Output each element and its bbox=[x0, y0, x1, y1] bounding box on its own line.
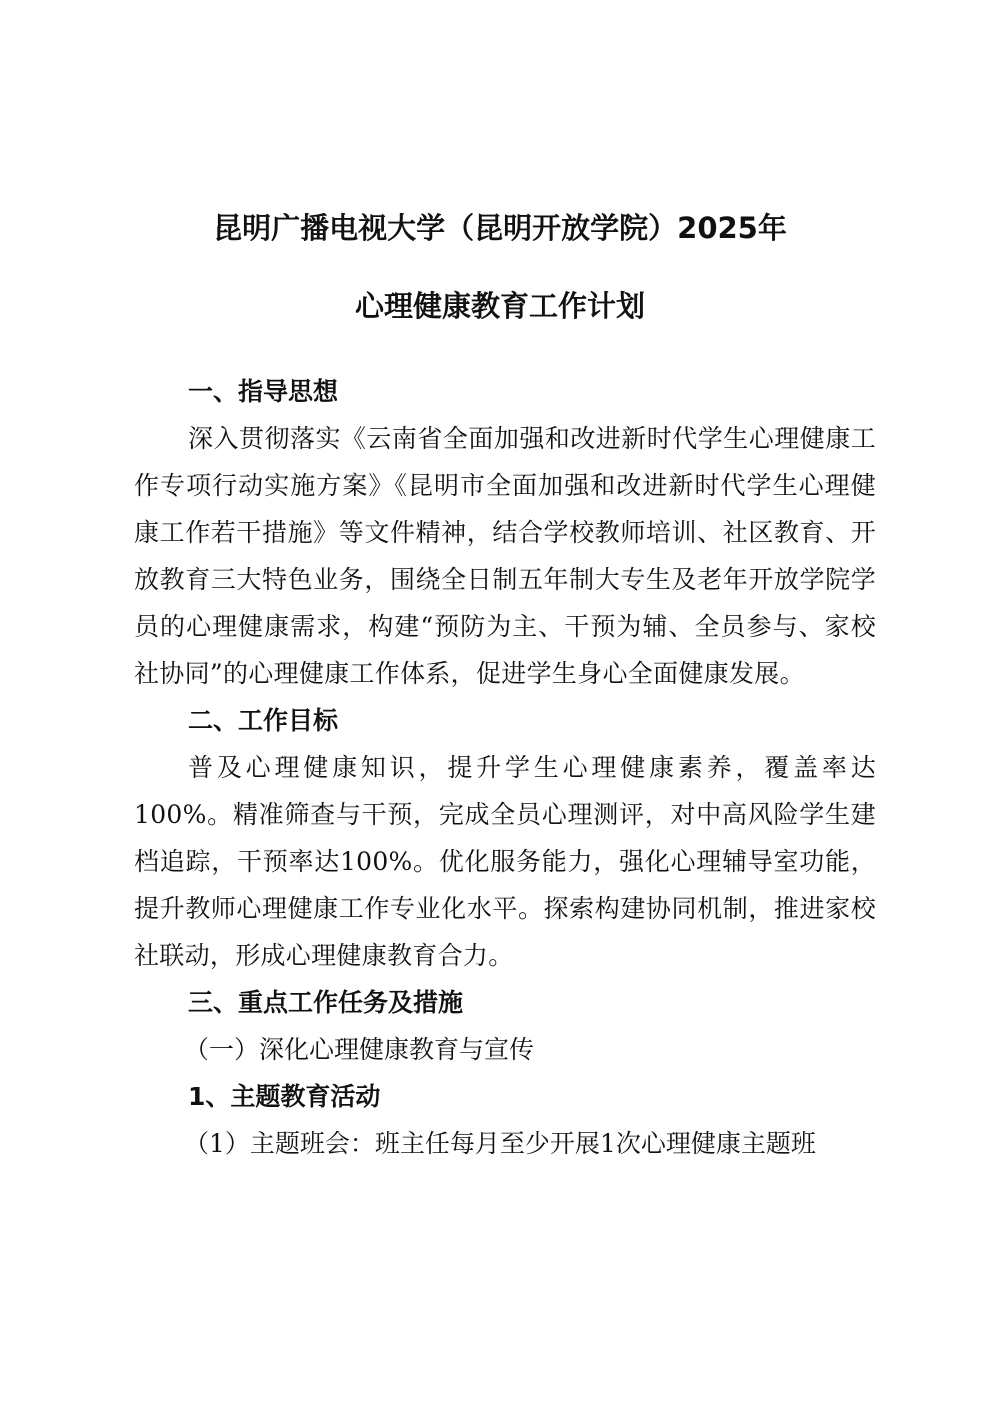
document-title-line-1: 昆明广播电视大学（昆明开放学院）2025年 bbox=[213, 211, 787, 245]
section-heading-work-goals: 二、工作目标 bbox=[188, 706, 339, 735]
item-heading: 1、主题教育活动 bbox=[188, 1082, 381, 1111]
section-heading-guiding-ideology: 一、指导思想 bbox=[188, 377, 339, 406]
item-text: （1）主题班会：班主任每月至少开展1次心理健康主题班 bbox=[184, 1129, 816, 1158]
section-paragraph-work-goals: 普及心理健康知识，提升学生心理健康素养，覆盖率达100%。精准筛查与干预，完成全员心理测评，对中高风险学生建档追踪，干预率达100%。优化服务能力，强化心理辅导室功能，提升教师心理健康工作专业化水平。探索构建协同机制，推进家校社联动，形成心理健康教育合力。 bbox=[134, 753, 876, 970]
section-heading-key-tasks: 三、重点工作任务及措施 bbox=[188, 988, 464, 1017]
section-paragraph-guiding-ideology: 深入贯彻落实《云南省全面加强和改进新时代学生心理健康工作专项行动实施方案》《昆明市全面加强和改进新时代学生心理健康工作若干措施》等文件精神，结合学校教师培训、社区教育、开放教育三大特色业务，围绕全日制五年制大专生及老年开放学院学员的心理健康需求，构建“预防为主、干预为辅、全员参与、家校社协同”的心理健康工作体系，促进学生身心全面健康发展。 bbox=[134, 424, 876, 688]
document-title-line-2: 心理健康教育工作计划 bbox=[354, 289, 645, 323]
document-body bbox=[134, 368, 876, 1167]
subsection-heading: （一）深化心理健康教育与宣传 bbox=[184, 1035, 535, 1064]
